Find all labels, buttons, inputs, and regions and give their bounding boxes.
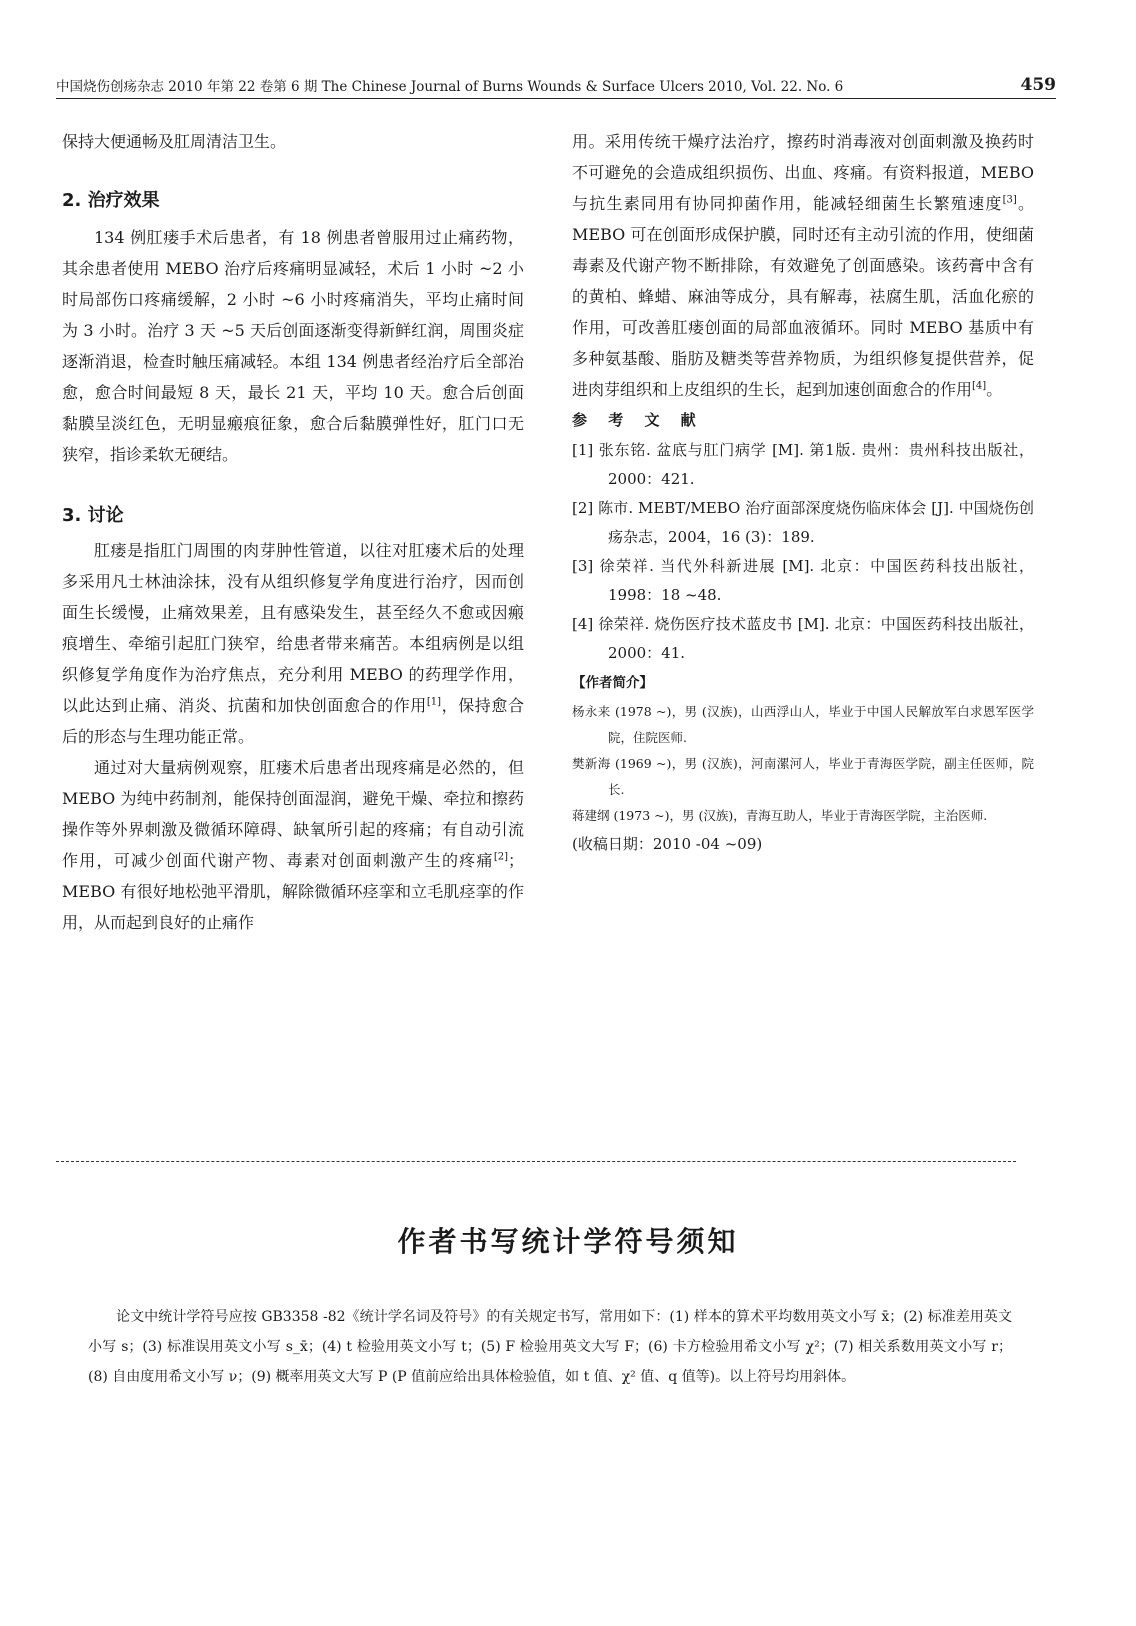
citation-1[interactable]: [1] <box>426 696 442 708</box>
notice-title: 作者书写统计学符号须知 <box>397 1225 739 1258</box>
reference-item: [3] 徐荣祥. 当代外科新进展 [M]. 北京：中国医药科技出版社，1998：18 ~48. <box>572 557 1034 604</box>
received-date: (收稿日期：2010 -04 ~09) <box>572 835 763 853</box>
right-column <box>572 126 1034 860</box>
section-3-heading: 3. 讨论 <box>62 505 124 526</box>
section-3-paragraph-2: 通过对大量病例观察，肛瘘术后患者出现疼痛是必然的，但 MEBO 为纯中药制剂，能保持创面湿润，避免干燥、牵拉和擦药操作等外界刺激及微循环障碍、缺氧所引起的疼痛；有自动引流作用，可减少创面代谢产物、毒素对创面刺激产生的疼痛[2]；MEBO 有很好地松弛平滑肌，解除微循环痉挛和立毛肌痉挛的作用，从而起到良好的止痛作 <box>62 758 524 932</box>
reference-item: [4] 徐荣祥. 烧伤医疗技术蓝皮书 [M]. 北京：中国医药科技出版社，2000：41. <box>572 615 1034 662</box>
journal-citation: 中国烧伤创疡杂志 2010 年第 22 卷第 6 期 The Chinese Journal of Burns Wounds & Surface Ulcers 2010, Vol. 22. No. 6 <box>56 79 844 95</box>
running-header <box>56 76 1056 98</box>
author-bios <box>572 699 1034 829</box>
author-bio: 樊新海 (1969 ~)，男 (汉族)，河南漯河人，毕业于青海医学院，副主任医师，院长. <box>572 756 1034 797</box>
page-number: 459 <box>1020 75 1056 95</box>
continued-text: 保持大便通畅及肛周清洁卫生。 <box>62 132 287 151</box>
section-divider <box>56 1161 1016 1162</box>
discussion-continued: 用。采用传统干燥疗法治疗，擦药时消毒液对创面刺激及换药时不可避免的会造成组织损伤、出血、疼痛。有资料报道，MEBO 与抗生素同用有协同抑菌作用，能减轻细菌生长繁殖速度[3]。MEBO 可在创面形成保护膜，同时还有主动引流的作用，使细菌毒素及代谢产物不断排除，有效避免了创面感染。该药膏中含有的黄柏、蜂蜡、麻油等成分，具有解毒，祛腐生肌，活血化瘀的作用，可改善肛瘘创面的局部血液循环。同时 MEBO 基质中有多种氨基酸、脂肪及糖类等营养物质，为组织修复提供营养，促进肉芽组织和上皮组织的生长，起到加速创面愈合的作用[4]。 <box>572 132 1034 399</box>
section-2-heading: 2. 治疗效果 <box>62 190 160 211</box>
citation-2[interactable]: [2] <box>493 851 508 863</box>
author-bio: 蒋建纲 (1973 ~)，男 (汉族)，青海互助人，毕业于青海医学院，主治医师. <box>572 808 988 823</box>
author-bio-title: 【作者简介】 <box>572 675 653 691</box>
header-rule <box>56 98 1056 99</box>
citation-3[interactable]: [3] <box>1002 194 1017 206</box>
left-column <box>62 126 524 938</box>
citation-4[interactable]: [4] <box>972 380 987 392</box>
section-3-paragraph-1: 肛瘘是指肛门周围的肉芽肿性管道，以往对肛瘘术后的处理多采用凡士林油涂抹，没有从组织修复学角度进行治疗，因而创面生长缓慢，止痛效果差，且有感染发生，甚至经久不愈或因瘢痕增生、牵缩引起肛门狭窄，给患者带来痛苦。本组病例是以组织修复学角度作为治疗焦点，充分利用 MEBO 的药理学作用，以此达到止痛、消炎、抗菌和加快创面愈合的作用[1]，保持愈合后的形态与生理功能正常。 <box>62 541 524 746</box>
author-bio: 杨永来 (1978 ~)，男 (汉族)，山西浮山人，毕业于中国人民解放军白求恩军医学院，住院医师. <box>572 704 1034 745</box>
reference-item: [2] 陈市. MEBT/MEBO 治疗面部深度烧伤临床体会 [J]. 中国烧伤创疡杂志，2004，16 (3)：189. <box>572 499 1034 546</box>
reference-item: [1] 张东铭. 盆底与肛门病学 [M]. 第1版. 贵州：贵州科技出版社，2000：421. <box>572 441 1034 488</box>
notice-body: 论文中统计学符号应按 GB3358 -82《统计学名词及符号》的有关规定书写，常用如下：(1) 样本的算术平均数用英文小写 x̄；(2) 标准差用英文小写 s；(3) 标准误用英文小写 s_x̄；(4) t 检验用英文小写 t；(5) F 检验用英文大写 F；(6) 卡方检验用希文小写 χ²；(7) 相关系数用英文小写 r；(8) 自由度用希文小写 ν；(9) 概率用英文大写 P (P 值前应给出具体检验值，如 t 值、χ² 值、q 值等)。以上符号均用斜体。 <box>88 1309 1012 1385</box>
section-2-paragraph: 134 例肛瘘手术后患者，有 18 例患者曾服用过止痛药物，其余患者使用 MEBO 治疗后疼痛明显减轻，术后 1 小时 ~2 小时局部伤口疼痛缓解，2 小时 ~6 小时疼痛消失，平均止痛时间为 3 小时。治疗 3 天 ~5 天后创面逐渐变得新鲜红润，周围炎症逐渐消退，检查时触压痛减轻。本组 134 例患者经治疗后全部治愈，愈合时间最短 8 天，最长 21 天，平均 10 天。愈合后创面黏膜呈淡红色，无明显瘢痕征象，愈合后黏膜弹性好，肛门口无狭窄，指诊柔软无硬结。 <box>62 228 524 464</box>
references-title: 参 考 文 献 <box>572 411 704 429</box>
reference-list <box>572 436 1034 668</box>
